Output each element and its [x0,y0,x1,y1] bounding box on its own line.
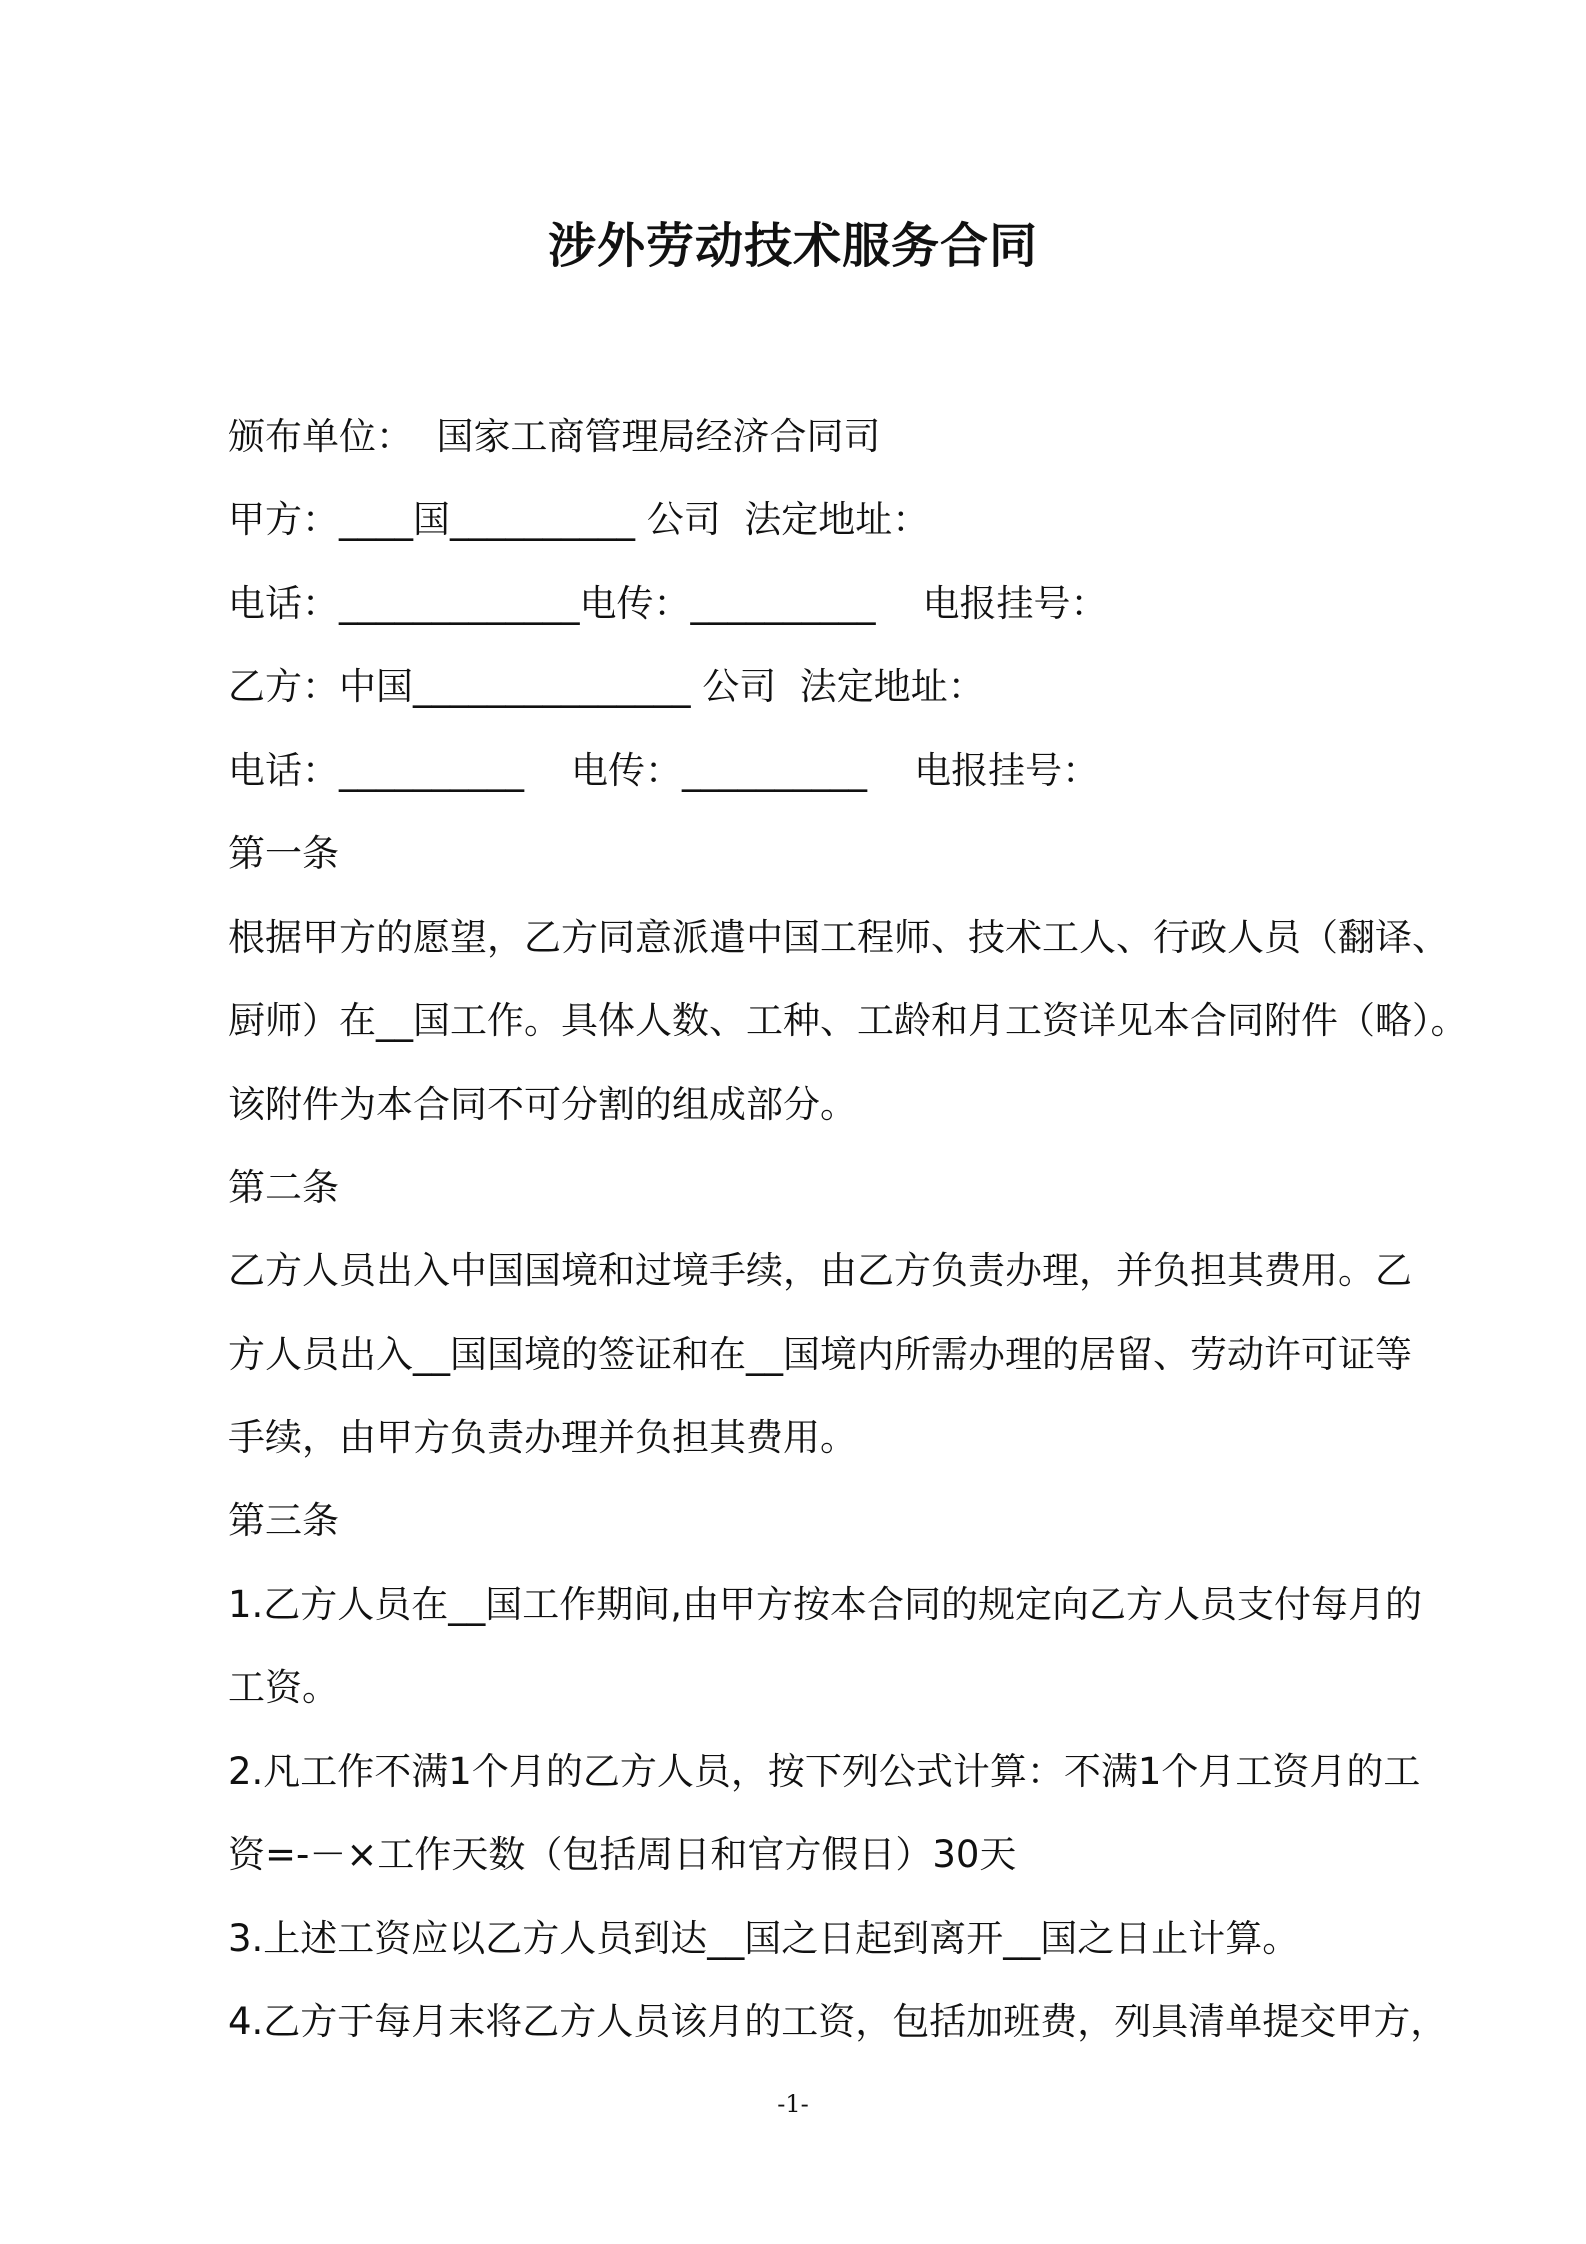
article-1-line: 该附件为本合同不可分割的组成部分。 [228,1083,857,1126]
publisher-line: 颁布单位： 国家工商管理局经济合同司 [228,415,881,458]
article-3-heading: 第三条 [228,1499,339,1542]
article-3-line: 4.乙方于每月末将乙方人员该月的工资，包括加班费，列具清单提交甲方， [228,2000,1448,2043]
article-3-line: 资=-－×工作天数（包括周日和官方假日）30天 [228,1833,1017,1876]
article-3-line: 3.上述工资应以乙方人员到达__国之日起到离开__国之日止计算。 [228,1917,1300,1960]
party-b-line: 乙方：中国_______________ 公司 法定地址： [228,665,985,708]
article-2-line: 方人员出入__国国境的签证和在__国境内所需办理的居留、劳动许可证等 [228,1333,1412,1376]
party-b-contact-line: 电话：__________ 电传：__________ 电报挂号： [228,749,1100,792]
article-3-line: 2.凡工作不满1个月的乙方人员，按下列公式计算：不满1个月工资月的工 [228,1750,1421,1793]
page-number: -1- [777,2090,809,2118]
article-3-line: 1.乙方人员在__国工作期间,由甲方按本合同的规定向乙方人员支付每月的 [228,1583,1423,1626]
document-title: 涉外劳动技术服务合同 [547,218,1038,274]
article-3-line: 工资。 [228,1666,339,1709]
article-2-line: 手续，由甲方负责办理并负担其费用。 [228,1416,857,1459]
article-1-heading: 第一条 [228,832,339,875]
article-1-line: 厨师）在__国工作。具体人数、工种、工龄和月工资详见本合同附件（略）。 [228,999,1468,1042]
article-2-line: 乙方人员出入中国国境和过境手续，由乙方负责办理，并负担其费用。乙 [228,1249,1412,1292]
article-1-line: 根据甲方的愿望，乙方同意派遣中国工程师、技术工人、行政人员（翻译、 [228,916,1449,959]
party-a-line: 甲方：____国__________ 公司 法定地址： [228,498,930,541]
article-2-heading: 第二条 [228,1166,339,1209]
party-a-contact-line: 电话：_____________电传：__________ 电报挂号： [228,582,1108,625]
